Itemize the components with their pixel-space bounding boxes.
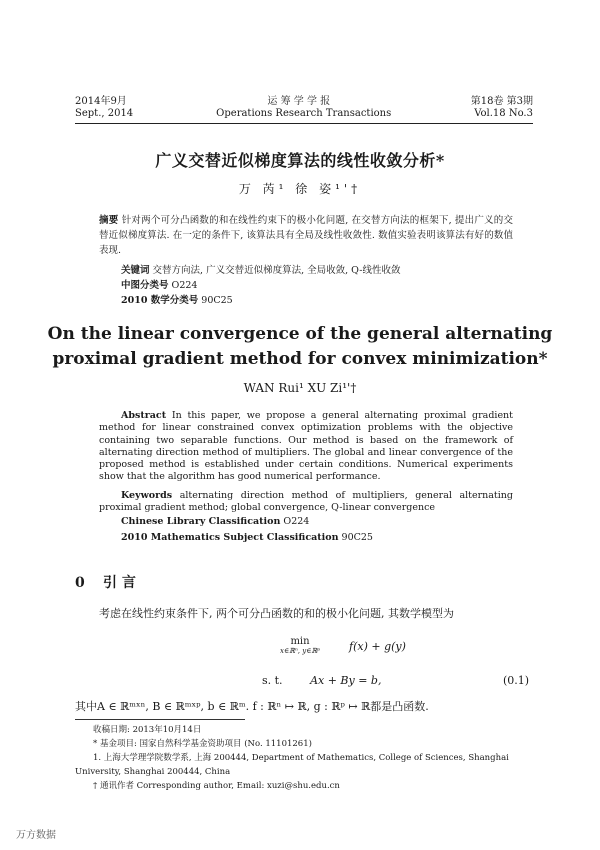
abstract-en xyxy=(99,410,513,484)
subject-to: s. t. xyxy=(262,674,283,687)
header-date-en: Sept., 2014 xyxy=(75,108,134,119)
header-rule xyxy=(75,123,533,124)
section-title: 引 言 xyxy=(103,575,136,591)
intro-paragraph: 考虑在线性约束条件下, 两个可分凸函数的和的极小化问题, 其数学模型为 xyxy=(99,607,454,620)
clc-en xyxy=(121,516,309,527)
equation-constraint xyxy=(262,674,381,687)
authors-en: WAN Rui¹ XU Zi¹'† xyxy=(243,381,357,395)
section-number: 0 xyxy=(75,575,85,591)
equation-number: (0.1) xyxy=(503,674,530,687)
min-op: min xyxy=(290,636,310,647)
clc-zh xyxy=(121,277,197,291)
title-en-line2: proximal gradient method for convex minimization* xyxy=(52,349,548,369)
keywords-zh-label: 关键词 xyxy=(121,265,150,276)
msc-zh-label: 2010 数学分类号 xyxy=(121,295,199,306)
min-subscript: x∈ℝⁿ, y∈ℝᵖ xyxy=(280,647,320,655)
abstract-zh xyxy=(99,213,513,258)
authors-zh: 万 芮¹ 徐 姿¹'† xyxy=(238,182,362,196)
header-date-zh: 2014年9月 xyxy=(75,96,127,107)
header-volume-zh: 第18卷 第3期 xyxy=(470,96,533,107)
title-en-line1: On the linear convergence of the general alternating xyxy=(47,324,553,344)
abstract-en-label: Abstract xyxy=(121,410,167,421)
msc-zh-text: 90C25 xyxy=(201,295,233,306)
section-heading xyxy=(75,572,136,592)
constraint-expr: Ax + By = b, xyxy=(310,674,382,687)
header-volume-en: Vol.18 No.3 xyxy=(474,108,533,119)
where-paragraph: 其中A ∈ ℝᵐˣⁿ, B ∈ ℝᵐˣᵖ, b ∈ ℝᵐ. f : ℝⁿ ↦ ℝ, g : ℝᵖ ↦ ℝ都是凸函数. xyxy=(75,700,429,713)
keywords-en-text: alternating direction method of multipliers, general alternating proximal gradient method; global convergence, Q-linear convergence xyxy=(99,490,513,514)
abstract-en-text: In this paper, we propose a general alternating proximal gradient method for linear constrained convex optimization problems with the objective containing two separable functions. Our method is based on the framework of alternating direction method of multipliers. The global and linear convergence of the proposed method is established under certain conditions. Numerical experiments show that the algorithm has good numerical performance. xyxy=(99,410,513,483)
keywords-en-label: Keywords xyxy=(121,490,173,501)
title-zh: 广义交替近似梯度算法的线性收敛分析* xyxy=(155,151,445,170)
msc-en xyxy=(121,532,373,543)
keywords-en xyxy=(99,490,513,515)
footnote-received: 收稿日期: 2013年10月14日 xyxy=(93,725,202,735)
equation-min-operator xyxy=(280,636,320,655)
clc-zh-label: 中图分类号 xyxy=(121,280,169,291)
footnote-fund: * 基金项目: 国家自然科学基金资助项目 (No. 11101261) xyxy=(93,739,312,749)
clc-en-text: O224 xyxy=(283,516,310,527)
header-journal-en: Operations Research Transactions xyxy=(216,108,392,119)
equation-objective: f(x) + g(y) xyxy=(349,640,406,653)
keywords-zh-text: 交替方向法, 广义交替近似梯度算法, 全局收敛, Q-线性收敛 xyxy=(152,265,401,276)
title-en xyxy=(0,322,600,372)
keywords-zh xyxy=(121,262,401,276)
header-row-zh xyxy=(75,92,533,107)
msc-en-label: 2010 Mathematics Subject Classification xyxy=(121,532,339,543)
watermark: 万方数据 xyxy=(16,830,56,841)
header-row-en xyxy=(75,108,533,119)
abstract-zh-text: 针对两个可分凸函数的和在线性约束下的极小化问题, 在交替方向法的框架下, 提出广义的交替近似梯度算法. 在一定的条件下, 该算法具有全局及线性收敛性. 数值实验表明该算法有好的数值表现. xyxy=(99,215,513,256)
clc-zh-text: O224 xyxy=(171,280,198,291)
footnote-corresponding: † 通讯作者 Corresponding author, Email: xuzi@shu.edu.cn xyxy=(93,781,340,791)
footnote-affiliation: 1. 上海大学理学院数学系, 上海 200444, Department of Mathematics, College of Sciences, Shanghai University, Shanghai 200444, China xyxy=(75,753,509,777)
clc-en-label: Chinese Library Classification xyxy=(121,516,281,527)
msc-en-text: 90C25 xyxy=(341,532,373,543)
msc-zh xyxy=(121,292,233,306)
header-journal-zh: 运 筹 学 学 报 xyxy=(267,96,331,107)
footnote-rule xyxy=(75,719,245,720)
abstract-zh-label: 摘要 xyxy=(99,215,119,226)
